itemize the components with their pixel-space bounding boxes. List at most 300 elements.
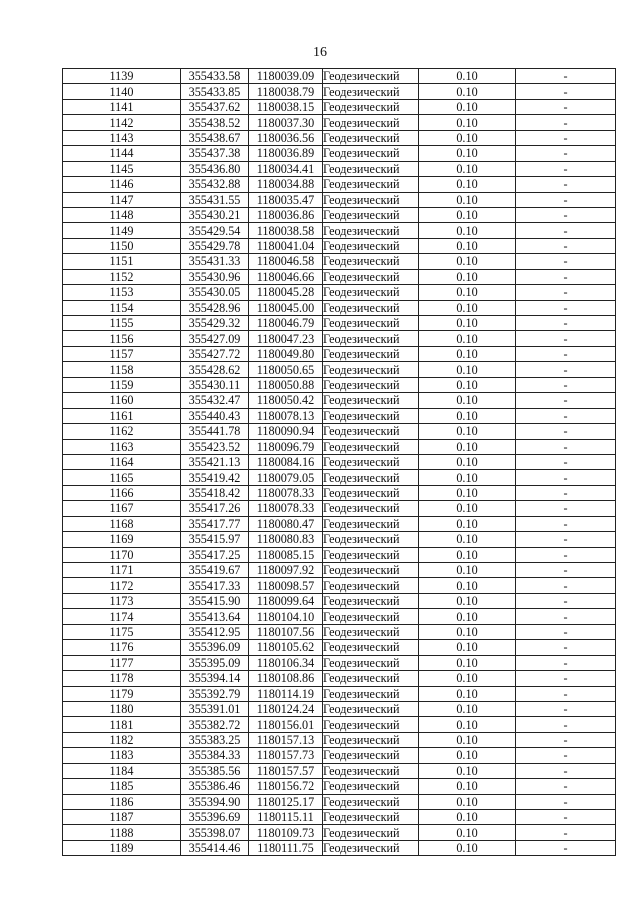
precision-cell: 0.10 bbox=[419, 779, 516, 794]
precision-cell: 0.10 bbox=[419, 223, 516, 238]
precision-cell: 0.10 bbox=[419, 717, 516, 732]
precision-cell: 0.10 bbox=[419, 547, 516, 562]
y-coordinate-cell: 1180035.47 bbox=[249, 192, 323, 207]
table-row bbox=[63, 223, 616, 238]
note-cell: - bbox=[516, 501, 616, 516]
point-number-cell: 1175 bbox=[63, 624, 181, 639]
table-row bbox=[63, 177, 616, 192]
method-cell: Геодезический bbox=[323, 454, 419, 469]
note-cell: - bbox=[516, 763, 616, 778]
note-cell: - bbox=[516, 115, 616, 130]
table-row bbox=[63, 346, 616, 361]
method-cell: Геодезический bbox=[323, 547, 419, 562]
point-number-cell: 1187 bbox=[63, 810, 181, 825]
point-number-cell: 1178 bbox=[63, 671, 181, 686]
point-number-cell: 1170 bbox=[63, 547, 181, 562]
table-row bbox=[63, 115, 616, 130]
method-cell: Геодезический bbox=[323, 146, 419, 161]
table-row bbox=[63, 624, 616, 639]
point-number-cell: 1180 bbox=[63, 701, 181, 716]
point-number-cell: 1162 bbox=[63, 424, 181, 439]
method-cell: Геодезический bbox=[323, 362, 419, 377]
method-cell: Геодезический bbox=[323, 223, 419, 238]
point-number-cell: 1165 bbox=[63, 470, 181, 485]
precision-cell: 0.10 bbox=[419, 146, 516, 161]
table-row bbox=[63, 254, 616, 269]
y-coordinate-cell: 1180079.05 bbox=[249, 470, 323, 485]
note-cell: - bbox=[516, 732, 616, 747]
y-coordinate-cell: 1180099.64 bbox=[249, 593, 323, 608]
precision-cell: 0.10 bbox=[419, 825, 516, 840]
note-cell: - bbox=[516, 779, 616, 794]
x-coordinate-cell: 355440.43 bbox=[181, 408, 249, 423]
table-row bbox=[63, 547, 616, 562]
y-coordinate-cell: 1180111.75 bbox=[249, 840, 323, 855]
x-coordinate-cell: 355398.07 bbox=[181, 825, 249, 840]
method-cell: Геодезический bbox=[323, 732, 419, 747]
method-cell: Геодезический bbox=[323, 177, 419, 192]
table-row bbox=[63, 825, 616, 840]
note-cell: - bbox=[516, 362, 616, 377]
table-row bbox=[63, 285, 616, 300]
precision-cell: 0.10 bbox=[419, 640, 516, 655]
y-coordinate-cell: 1180109.73 bbox=[249, 825, 323, 840]
precision-cell: 0.10 bbox=[419, 346, 516, 361]
coordinates-table bbox=[62, 68, 616, 856]
x-coordinate-cell: 355417.77 bbox=[181, 516, 249, 531]
note-cell: - bbox=[516, 794, 616, 809]
note-cell: - bbox=[516, 161, 616, 176]
method-cell: Геодезический bbox=[323, 717, 419, 732]
method-cell: Геодезический bbox=[323, 424, 419, 439]
table-row bbox=[63, 717, 616, 732]
point-number-cell: 1153 bbox=[63, 285, 181, 300]
table-row bbox=[63, 655, 616, 670]
table-row bbox=[63, 69, 616, 84]
table-row bbox=[63, 424, 616, 439]
x-coordinate-cell: 355428.62 bbox=[181, 362, 249, 377]
y-coordinate-cell: 1180039.09 bbox=[249, 69, 323, 84]
precision-cell: 0.10 bbox=[419, 285, 516, 300]
table-row bbox=[63, 393, 616, 408]
note-cell: - bbox=[516, 146, 616, 161]
table-row bbox=[63, 377, 616, 392]
x-coordinate-cell: 355433.58 bbox=[181, 69, 249, 84]
point-number-cell: 1172 bbox=[63, 578, 181, 593]
x-coordinate-cell: 355432.47 bbox=[181, 393, 249, 408]
precision-cell: 0.10 bbox=[419, 99, 516, 114]
precision-cell: 0.10 bbox=[419, 331, 516, 346]
note-cell: - bbox=[516, 130, 616, 145]
x-coordinate-cell: 355394.90 bbox=[181, 794, 249, 809]
precision-cell: 0.10 bbox=[419, 578, 516, 593]
table-row bbox=[63, 470, 616, 485]
note-cell: - bbox=[516, 640, 616, 655]
y-coordinate-cell: 1180045.00 bbox=[249, 300, 323, 315]
note-cell: - bbox=[516, 84, 616, 99]
precision-cell: 0.10 bbox=[419, 393, 516, 408]
x-coordinate-cell: 355432.88 bbox=[181, 177, 249, 192]
x-coordinate-cell: 355382.72 bbox=[181, 717, 249, 732]
note-cell: - bbox=[516, 578, 616, 593]
table-row bbox=[63, 763, 616, 778]
note-cell: - bbox=[516, 377, 616, 392]
precision-cell: 0.10 bbox=[419, 686, 516, 701]
coordinates-table-body bbox=[63, 69, 616, 856]
x-coordinate-cell: 355384.33 bbox=[181, 748, 249, 763]
x-coordinate-cell: 355429.32 bbox=[181, 316, 249, 331]
method-cell: Геодезический bbox=[323, 485, 419, 500]
note-cell: - bbox=[516, 516, 616, 531]
y-coordinate-cell: 1180046.79 bbox=[249, 316, 323, 331]
x-coordinate-cell: 355438.52 bbox=[181, 115, 249, 130]
method-cell: Геодезический bbox=[323, 316, 419, 331]
note-cell: - bbox=[516, 238, 616, 253]
note-cell: - bbox=[516, 470, 616, 485]
y-coordinate-cell: 1180080.83 bbox=[249, 532, 323, 547]
note-cell: - bbox=[516, 269, 616, 284]
point-number-cell: 1140 bbox=[63, 84, 181, 99]
point-number-cell: 1154 bbox=[63, 300, 181, 315]
method-cell: Геодезический bbox=[323, 701, 419, 716]
method-cell: Геодезический bbox=[323, 161, 419, 176]
precision-cell: 0.10 bbox=[419, 470, 516, 485]
y-coordinate-cell: 1180114.19 bbox=[249, 686, 323, 701]
method-cell: Геодезический bbox=[323, 640, 419, 655]
table-row bbox=[63, 238, 616, 253]
precision-cell: 0.10 bbox=[419, 516, 516, 531]
note-cell: - bbox=[516, 223, 616, 238]
x-coordinate-cell: 355437.62 bbox=[181, 99, 249, 114]
point-number-cell: 1182 bbox=[63, 732, 181, 747]
precision-cell: 0.10 bbox=[419, 485, 516, 500]
note-cell: - bbox=[516, 285, 616, 300]
table-row bbox=[63, 130, 616, 145]
method-cell: Геодезический bbox=[323, 593, 419, 608]
x-coordinate-cell: 355427.09 bbox=[181, 331, 249, 346]
x-coordinate-cell: 355429.54 bbox=[181, 223, 249, 238]
x-coordinate-cell: 355395.09 bbox=[181, 655, 249, 670]
point-number-cell: 1161 bbox=[63, 408, 181, 423]
table-row bbox=[63, 146, 616, 161]
method-cell: Геодезический bbox=[323, 578, 419, 593]
y-coordinate-cell: 1180050.42 bbox=[249, 393, 323, 408]
precision-cell: 0.10 bbox=[419, 593, 516, 608]
y-coordinate-cell: 1180096.79 bbox=[249, 439, 323, 454]
y-coordinate-cell: 1180045.28 bbox=[249, 285, 323, 300]
method-cell: Геодезический bbox=[323, 207, 419, 222]
method-cell: Геодезический bbox=[323, 840, 419, 855]
point-number-cell: 1144 bbox=[63, 146, 181, 161]
y-coordinate-cell: 1180034.88 bbox=[249, 177, 323, 192]
table-row bbox=[63, 99, 616, 114]
precision-cell: 0.10 bbox=[419, 177, 516, 192]
y-coordinate-cell: 1180036.56 bbox=[249, 130, 323, 145]
y-coordinate-cell: 1180038.79 bbox=[249, 84, 323, 99]
table-row bbox=[63, 671, 616, 686]
table-row bbox=[63, 686, 616, 701]
table-row bbox=[63, 748, 616, 763]
precision-cell: 0.10 bbox=[419, 377, 516, 392]
x-coordinate-cell: 355385.56 bbox=[181, 763, 249, 778]
x-coordinate-cell: 355431.33 bbox=[181, 254, 249, 269]
x-coordinate-cell: 355431.55 bbox=[181, 192, 249, 207]
precision-cell: 0.10 bbox=[419, 655, 516, 670]
x-coordinate-cell: 355386.46 bbox=[181, 779, 249, 794]
note-cell: - bbox=[516, 717, 616, 732]
table-row bbox=[63, 516, 616, 531]
method-cell: Геодезический bbox=[323, 501, 419, 516]
point-number-cell: 1176 bbox=[63, 640, 181, 655]
method-cell: Геодезический bbox=[323, 300, 419, 315]
y-coordinate-cell: 1180046.58 bbox=[249, 254, 323, 269]
note-cell: - bbox=[516, 593, 616, 608]
precision-cell: 0.10 bbox=[419, 563, 516, 578]
method-cell: Геодезический bbox=[323, 779, 419, 794]
x-coordinate-cell: 355441.78 bbox=[181, 424, 249, 439]
table-row bbox=[63, 192, 616, 207]
x-coordinate-cell: 355415.97 bbox=[181, 532, 249, 547]
precision-cell: 0.10 bbox=[419, 748, 516, 763]
table-row bbox=[63, 732, 616, 747]
precision-cell: 0.10 bbox=[419, 794, 516, 809]
note-cell: - bbox=[516, 840, 616, 855]
table-row bbox=[63, 701, 616, 716]
y-coordinate-cell: 1180038.15 bbox=[249, 99, 323, 114]
point-number-cell: 1146 bbox=[63, 177, 181, 192]
method-cell: Геодезический bbox=[323, 238, 419, 253]
method-cell: Геодезический bbox=[323, 285, 419, 300]
y-coordinate-cell: 1180125.17 bbox=[249, 794, 323, 809]
x-coordinate-cell: 355429.78 bbox=[181, 238, 249, 253]
y-coordinate-cell: 1180156.72 bbox=[249, 779, 323, 794]
y-coordinate-cell: 1180050.88 bbox=[249, 377, 323, 392]
precision-cell: 0.10 bbox=[419, 254, 516, 269]
table-row bbox=[63, 362, 616, 377]
x-coordinate-cell: 355392.79 bbox=[181, 686, 249, 701]
method-cell: Геодезический bbox=[323, 331, 419, 346]
x-coordinate-cell: 355396.69 bbox=[181, 810, 249, 825]
method-cell: Геодезический bbox=[323, 686, 419, 701]
method-cell: Геодезический bbox=[323, 532, 419, 547]
y-coordinate-cell: 1180046.66 bbox=[249, 269, 323, 284]
precision-cell: 0.10 bbox=[419, 316, 516, 331]
precision-cell: 0.10 bbox=[419, 115, 516, 130]
point-number-cell: 1173 bbox=[63, 593, 181, 608]
method-cell: Геодезический bbox=[323, 794, 419, 809]
table-row bbox=[63, 563, 616, 578]
method-cell: Геодезический bbox=[323, 346, 419, 361]
point-number-cell: 1158 bbox=[63, 362, 181, 377]
table-row bbox=[63, 593, 616, 608]
y-coordinate-cell: 1180157.57 bbox=[249, 763, 323, 778]
precision-cell: 0.10 bbox=[419, 532, 516, 547]
precision-cell: 0.10 bbox=[419, 130, 516, 145]
y-coordinate-cell: 1180050.65 bbox=[249, 362, 323, 377]
x-coordinate-cell: 355427.72 bbox=[181, 346, 249, 361]
point-number-cell: 1142 bbox=[63, 115, 181, 130]
point-number-cell: 1164 bbox=[63, 454, 181, 469]
point-number-cell: 1160 bbox=[63, 393, 181, 408]
table-row bbox=[63, 578, 616, 593]
precision-cell: 0.10 bbox=[419, 362, 516, 377]
precision-cell: 0.10 bbox=[419, 701, 516, 716]
point-number-cell: 1188 bbox=[63, 825, 181, 840]
note-cell: - bbox=[516, 300, 616, 315]
x-coordinate-cell: 355436.80 bbox=[181, 161, 249, 176]
x-coordinate-cell: 355430.96 bbox=[181, 269, 249, 284]
precision-cell: 0.10 bbox=[419, 840, 516, 855]
y-coordinate-cell: 1180098.57 bbox=[249, 578, 323, 593]
table-row bbox=[63, 454, 616, 469]
note-cell: - bbox=[516, 69, 616, 84]
table-row bbox=[63, 207, 616, 222]
page-number: 16 bbox=[313, 45, 327, 60]
table-row bbox=[63, 408, 616, 423]
x-coordinate-cell: 355412.95 bbox=[181, 624, 249, 639]
note-cell: - bbox=[516, 346, 616, 361]
note-cell: - bbox=[516, 810, 616, 825]
note-cell: - bbox=[516, 393, 616, 408]
x-coordinate-cell: 355419.42 bbox=[181, 470, 249, 485]
table-row bbox=[63, 269, 616, 284]
method-cell: Геодезический bbox=[323, 671, 419, 686]
x-coordinate-cell: 355430.05 bbox=[181, 285, 249, 300]
x-coordinate-cell: 355415.90 bbox=[181, 593, 249, 608]
method-cell: Геодезический bbox=[323, 470, 419, 485]
method-cell: Геодезический bbox=[323, 624, 419, 639]
precision-cell: 0.10 bbox=[419, 238, 516, 253]
note-cell: - bbox=[516, 207, 616, 222]
point-number-cell: 1143 bbox=[63, 130, 181, 145]
table-row bbox=[63, 84, 616, 99]
x-coordinate-cell: 355396.09 bbox=[181, 640, 249, 655]
method-cell: Геодезический bbox=[323, 192, 419, 207]
point-number-cell: 1181 bbox=[63, 717, 181, 732]
precision-cell: 0.10 bbox=[419, 69, 516, 84]
note-cell: - bbox=[516, 671, 616, 686]
method-cell: Геодезический bbox=[323, 825, 419, 840]
method-cell: Геодезический bbox=[323, 377, 419, 392]
method-cell: Геодезический bbox=[323, 439, 419, 454]
method-cell: Геодезический bbox=[323, 810, 419, 825]
note-cell: - bbox=[516, 454, 616, 469]
x-coordinate-cell: 355418.42 bbox=[181, 485, 249, 500]
note-cell: - bbox=[516, 547, 616, 562]
precision-cell: 0.10 bbox=[419, 300, 516, 315]
precision-cell: 0.10 bbox=[419, 161, 516, 176]
table-row bbox=[63, 316, 616, 331]
method-cell: Геодезический bbox=[323, 69, 419, 84]
y-coordinate-cell: 1180085.15 bbox=[249, 547, 323, 562]
note-cell: - bbox=[516, 532, 616, 547]
method-cell: Геодезический bbox=[323, 393, 419, 408]
point-number-cell: 1166 bbox=[63, 485, 181, 500]
point-number-cell: 1171 bbox=[63, 563, 181, 578]
method-cell: Геодезический bbox=[323, 516, 419, 531]
method-cell: Геодезический bbox=[323, 563, 419, 578]
precision-cell: 0.10 bbox=[419, 624, 516, 639]
note-cell: - bbox=[516, 485, 616, 500]
y-coordinate-cell: 1180084.16 bbox=[249, 454, 323, 469]
point-number-cell: 1150 bbox=[63, 238, 181, 253]
point-number-cell: 1184 bbox=[63, 763, 181, 778]
point-number-cell: 1177 bbox=[63, 655, 181, 670]
x-coordinate-cell: 355417.33 bbox=[181, 578, 249, 593]
precision-cell: 0.10 bbox=[419, 192, 516, 207]
point-number-cell: 1141 bbox=[63, 99, 181, 114]
method-cell: Геодезический bbox=[323, 408, 419, 423]
method-cell: Геодезический bbox=[323, 655, 419, 670]
x-coordinate-cell: 355413.64 bbox=[181, 609, 249, 624]
y-coordinate-cell: 1180037.30 bbox=[249, 115, 323, 130]
table-row bbox=[63, 609, 616, 624]
y-coordinate-cell: 1180078.13 bbox=[249, 408, 323, 423]
table-row bbox=[63, 501, 616, 516]
precision-cell: 0.10 bbox=[419, 439, 516, 454]
x-coordinate-cell: 355437.38 bbox=[181, 146, 249, 161]
table-row bbox=[63, 779, 616, 794]
x-coordinate-cell: 355428.96 bbox=[181, 300, 249, 315]
y-coordinate-cell: 1180157.13 bbox=[249, 732, 323, 747]
table-row bbox=[63, 640, 616, 655]
y-coordinate-cell: 1180041.04 bbox=[249, 238, 323, 253]
note-cell: - bbox=[516, 99, 616, 114]
note-cell: - bbox=[516, 177, 616, 192]
point-number-cell: 1185 bbox=[63, 779, 181, 794]
x-coordinate-cell: 355417.26 bbox=[181, 501, 249, 516]
method-cell: Геодезический bbox=[323, 763, 419, 778]
point-number-cell: 1159 bbox=[63, 377, 181, 392]
y-coordinate-cell: 1180036.89 bbox=[249, 146, 323, 161]
method-cell: Геодезический bbox=[323, 84, 419, 99]
x-coordinate-cell: 355391.01 bbox=[181, 701, 249, 716]
point-number-cell: 1169 bbox=[63, 532, 181, 547]
point-number-cell: 1139 bbox=[63, 69, 181, 84]
table-row bbox=[63, 300, 616, 315]
note-cell: - bbox=[516, 701, 616, 716]
point-number-cell: 1155 bbox=[63, 316, 181, 331]
point-number-cell: 1174 bbox=[63, 609, 181, 624]
x-coordinate-cell: 355394.14 bbox=[181, 671, 249, 686]
y-coordinate-cell: 1180104.10 bbox=[249, 609, 323, 624]
y-coordinate-cell: 1180038.58 bbox=[249, 223, 323, 238]
note-cell: - bbox=[516, 686, 616, 701]
y-coordinate-cell: 1180106.34 bbox=[249, 655, 323, 670]
note-cell: - bbox=[516, 748, 616, 763]
table-row bbox=[63, 532, 616, 547]
method-cell: Геодезический bbox=[323, 99, 419, 114]
x-coordinate-cell: 355414.46 bbox=[181, 840, 249, 855]
x-coordinate-cell: 355430.21 bbox=[181, 207, 249, 222]
point-number-cell: 1151 bbox=[63, 254, 181, 269]
note-cell: - bbox=[516, 825, 616, 840]
y-coordinate-cell: 1180105.62 bbox=[249, 640, 323, 655]
note-cell: - bbox=[516, 563, 616, 578]
point-number-cell: 1152 bbox=[63, 269, 181, 284]
precision-cell: 0.10 bbox=[419, 763, 516, 778]
y-coordinate-cell: 1180047.23 bbox=[249, 331, 323, 346]
precision-cell: 0.10 bbox=[419, 810, 516, 825]
note-cell: - bbox=[516, 439, 616, 454]
table-row bbox=[63, 485, 616, 500]
y-coordinate-cell: 1180115.11 bbox=[249, 810, 323, 825]
x-coordinate-cell: 355438.67 bbox=[181, 130, 249, 145]
x-coordinate-cell: 355433.85 bbox=[181, 84, 249, 99]
precision-cell: 0.10 bbox=[419, 454, 516, 469]
method-cell: Геодезический bbox=[323, 254, 419, 269]
table-row bbox=[63, 439, 616, 454]
